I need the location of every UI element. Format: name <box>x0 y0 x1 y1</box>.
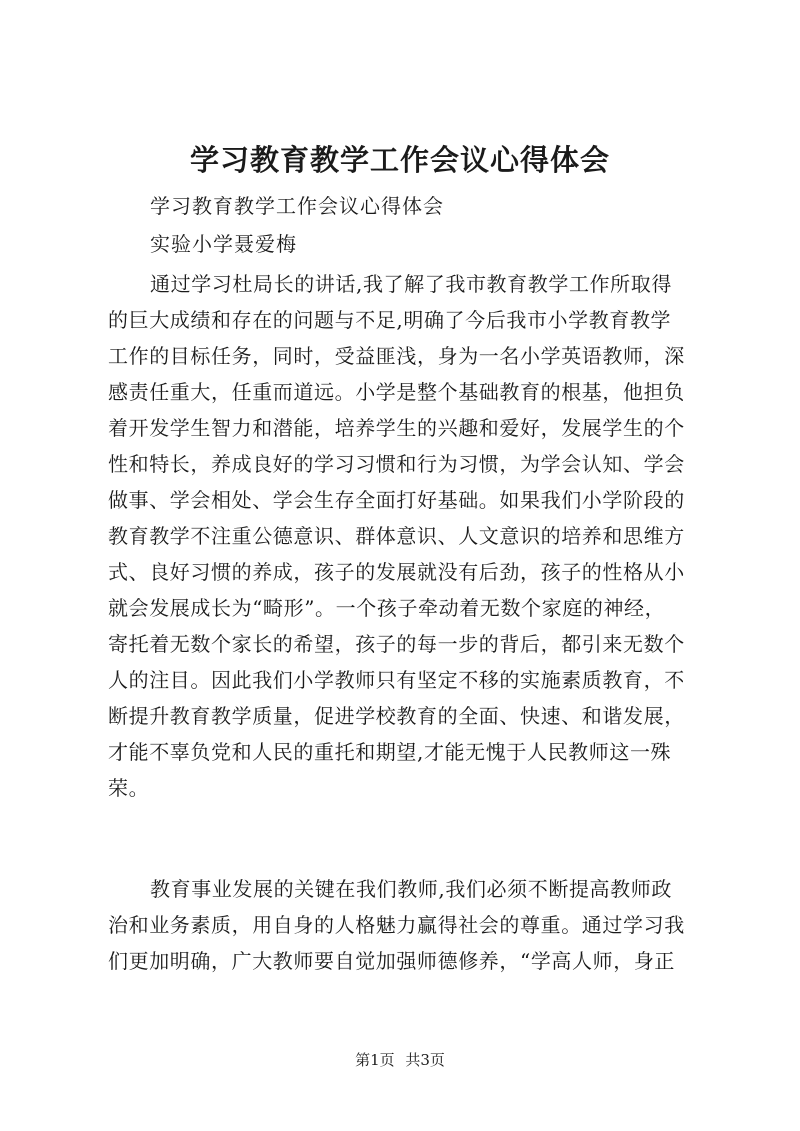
document-author: 实验小学聂爱梅 <box>150 232 297 256</box>
paragraph-line: 做事、学会相处、学会生存全面打好基础。如果我们小学阶段的 <box>108 488 685 512</box>
page-total: 共3页 <box>405 1051 445 1069</box>
paragraph-line: 通过学习杜局长的讲话,我了解了我市教育教学工作所取得 <box>150 272 672 296</box>
document-subtitle: 学习教育教学工作会议心得体会 <box>150 194 444 218</box>
paragraph-1 <box>108 266 698 806</box>
paragraph-line: 性和特长，养成良好的学习习惯和行为习惯，为学会认知、学会 <box>108 452 685 476</box>
paragraph-2 <box>108 871 698 979</box>
paragraph-line: 工作的目标任务，同时，受益匪浅，身为一名小学英语教师，深 <box>108 344 685 368</box>
paragraph-line: 寄托着无数个家长的希望，孩子的每一步的背后，都引来无数个 <box>108 632 685 656</box>
paragraph-line: 治和业务素质，用自身的人格魅力赢得社会的尊重。通过学习我 <box>108 913 685 937</box>
paragraph-line: 就会发展成长为“畸形”。一个孩子牵动着无数个家庭的神经， <box>108 596 666 620</box>
paragraph-line: 人的注目。因此我们小学教师只有坚定不移的实施素质教育，不 <box>108 668 685 692</box>
document-title: 学习教育教学工作会议心得体会 <box>189 143 610 177</box>
paragraph-line: 才能不辜负党和人民的重托和期望,才能无愧于人民教师这一殊 <box>108 740 672 764</box>
paragraph-line: 的巨大成绩和存在的问题与不足,明确了今后我市小学教育教学 <box>108 308 672 332</box>
paragraph-line: 教育教学不注重公德意识、群体意识、人文意识的培养和思维方 <box>108 524 685 548</box>
page-footer <box>0 1050 800 1070</box>
paragraph-line: 断提升教育教学质量，促进学校教育的全面、快速、和谐发展， <box>108 704 685 728</box>
paragraph-line: 式、良好习惯的养成，孩子的发展就没有后劲，孩子的性格从小 <box>108 560 685 584</box>
page-number: 第1页 <box>355 1051 395 1069</box>
paragraph-line: 荣。 <box>108 776 150 800</box>
paragraph-line: 们更加明确，广大教师要自觉加强师德修养，“学高人师，身正 <box>108 949 676 973</box>
paragraph-line: 感责任重大，任重而道远。小学是整个基础教育的根基，他担负 <box>108 380 685 404</box>
paragraph-line: 着开发学生智力和潜能，培养学生的兴趣和爱好，发展学生的个 <box>108 416 685 440</box>
paragraph-line: 教育事业发展的关键在我们教师,我们必须不断提高教师政 <box>150 877 672 901</box>
